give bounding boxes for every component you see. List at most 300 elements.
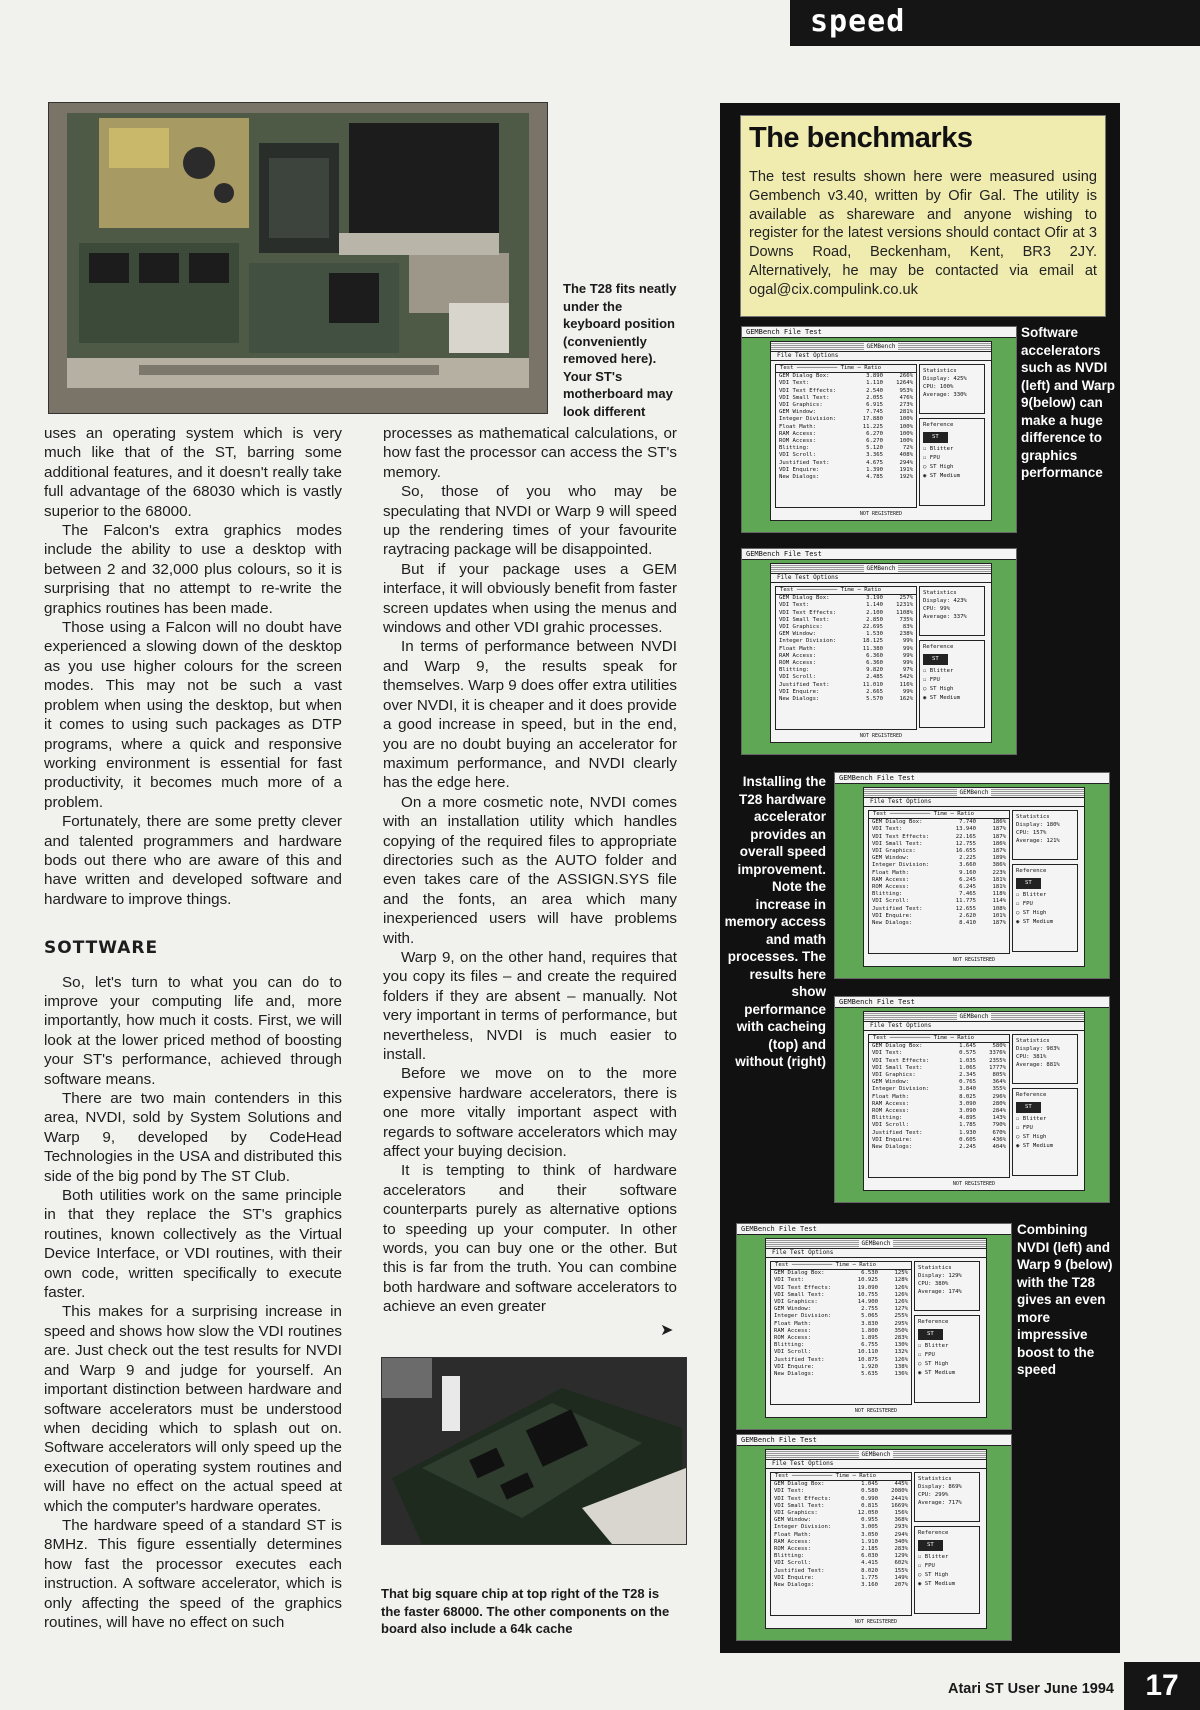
- test-ratio: 99%: [902, 688, 913, 695]
- blitter-checkbox[interactable]: ☐ Blitter: [1016, 1116, 1047, 1122]
- window-menu: File Test Options: [766, 1249, 986, 1258]
- test-ratio: 445%: [894, 1481, 908, 1488]
- window-title-bar: [864, 1012, 1084, 1022]
- benchmark-row: [771, 1306, 911, 1313]
- test-ratio: 340%: [894, 1538, 908, 1545]
- st-high-label: ST High: [929, 464, 954, 470]
- test-ratio: 3376%: [989, 1050, 1006, 1057]
- test-ratio: 735%: [899, 616, 913, 623]
- test-ratio: 138%: [894, 1363, 908, 1370]
- test-time: 17.880: [862, 416, 883, 423]
- test-ratio: 149%: [894, 1574, 908, 1581]
- test-time: 3.090: [959, 1100, 976, 1107]
- test-ratio: 155%: [894, 1567, 908, 1574]
- test-time: 6.245: [959, 884, 976, 891]
- test-name: New Dialogs:: [774, 1371, 815, 1378]
- test-time: 1.045: [861, 1481, 878, 1488]
- benchmark-row: [869, 1079, 1009, 1086]
- sidebar-caption-combined: Combining NVDI (left) and Warp 9 (below) with the T28 gives an even more impressive boost to the speed: [1017, 1222, 1113, 1377]
- benchmark-row: [771, 1342, 911, 1349]
- reference-label: Reference: [923, 644, 954, 650]
- fpu-checkbox[interactable]: ☐ FPU: [923, 677, 940, 683]
- display-label: Display:: [918, 1273, 945, 1279]
- fpu-label: FPU: [924, 1563, 935, 1569]
- desktop-menubar: GEMBench File Test: [737, 1435, 1011, 1446]
- test-time: 1.035: [959, 1057, 976, 1064]
- desktop-menubar: GEMBench File Test: [742, 549, 1016, 560]
- st-high-label: ST High: [924, 1361, 949, 1367]
- st-medium-label: ST Medium: [929, 473, 961, 479]
- test-ratio: 207%: [894, 1582, 908, 1589]
- cpu-value: 100%: [939, 384, 954, 390]
- st-high-radio[interactable]: ○ ST High: [918, 1572, 949, 1578]
- blitter-checkbox[interactable]: ☐ Blitter: [918, 1554, 949, 1560]
- test-name: VDI Text Effects:: [774, 1495, 832, 1502]
- test-time: 8.410: [959, 920, 976, 927]
- benchmark-row: [776, 409, 916, 416]
- benchmark-row: [776, 667, 916, 674]
- test-ratio: 355%: [992, 1086, 1006, 1093]
- reference-panel: [919, 640, 985, 728]
- test-name: Justified Text:: [774, 1356, 825, 1363]
- benchmark-row: [869, 906, 1009, 913]
- paragraph: uses an operating system which is very much like that of the ST, barring some additional features, and it doesn't really take full advantage of the 68030 which is vastly superior to the 68000.: [44, 425, 342, 520]
- test-name: VDI Small Text:: [779, 616, 830, 623]
- benchmark-row: [771, 1364, 911, 1371]
- test-name: VDI Small Text:: [872, 840, 923, 847]
- test-time: 0.580: [861, 1488, 878, 1495]
- test-time: 1.785: [959, 1122, 976, 1129]
- test-ratio: 189%: [992, 855, 1006, 862]
- reference-select[interactable]: ST: [918, 1329, 943, 1340]
- test-time: 0.575: [959, 1050, 976, 1057]
- reference-select[interactable]: ST: [923, 654, 948, 665]
- st-medium-radio[interactable]: ◉ ST Medium: [923, 473, 961, 479]
- test-name: Blitting:: [779, 445, 810, 452]
- test-time: 0.955: [861, 1517, 878, 1524]
- average-value: 330%: [953, 392, 967, 398]
- blitter-checkbox[interactable]: ☐ Blitter: [923, 446, 954, 452]
- benchmark-row: [776, 373, 916, 380]
- test-time: 3.090: [959, 1108, 976, 1115]
- average-label: Average:: [1016, 838, 1043, 844]
- test-name: New Dialogs:: [779, 474, 820, 481]
- benchmark-row: [771, 1277, 911, 1284]
- test-name: ROM Access:: [872, 884, 910, 891]
- test-results-panel: [868, 1034, 1010, 1178]
- reference-panel: [1012, 864, 1078, 952]
- benchmarks-title: The benchmarks: [749, 122, 973, 154]
- test-time: 2.225: [959, 855, 976, 862]
- benchmark-row: [771, 1546, 911, 1553]
- benchmark-row: [771, 1481, 911, 1488]
- benchmark-row: [869, 884, 1009, 891]
- test-name: New Dialogs:: [872, 920, 913, 927]
- benchmark-row: [869, 855, 1009, 862]
- benchmark-row: [869, 920, 1009, 927]
- test-time: 0.990: [861, 1495, 878, 1502]
- test-ratio: 187%: [992, 848, 1006, 855]
- window-title-bar: [771, 342, 991, 352]
- cpu-label: CPU:: [918, 1492, 932, 1498]
- test-name: VDI Text:: [779, 602, 810, 609]
- reference-label: Reference: [918, 1530, 949, 1536]
- test-ratio: 187%: [992, 826, 1006, 833]
- fpu-checkbox[interactable]: ☐ FPU: [923, 455, 940, 461]
- test-name: GEM Dialog Box:: [779, 373, 830, 380]
- average-label: Average:: [923, 614, 950, 620]
- test-ratio: 436%: [992, 1136, 1006, 1143]
- test-time: 1.775: [861, 1574, 878, 1581]
- not-registered-label: NOT REGISTERED: [854, 1408, 898, 1414]
- test-ratio: 114%: [992, 898, 1006, 905]
- benchmark-row: [771, 1357, 911, 1364]
- motherboard-illustration: [49, 103, 547, 413]
- tests-header: Test ──────────── Time ─ Ratio: [776, 365, 916, 373]
- st-high-label: ST High: [1022, 1134, 1047, 1140]
- reference-select[interactable]: ST: [1016, 878, 1041, 889]
- window-title: GEMBench: [859, 1240, 894, 1247]
- test-ratio: 118%: [992, 891, 1006, 898]
- test-name: VDI Graphics:: [872, 1072, 916, 1079]
- statistics-label: Statistics: [918, 1265, 952, 1271]
- cpu-label: CPU:: [918, 1281, 932, 1287]
- fpu-label: FPU: [929, 455, 940, 461]
- test-ratio: 97%: [902, 667, 913, 674]
- fpu-checkbox[interactable]: ☐ FPU: [918, 1563, 935, 1569]
- blitter-checkbox[interactable]: ☐ Blitter: [1016, 892, 1047, 898]
- test-name: Blitting:: [779, 667, 810, 674]
- test-ratio: 1231%: [896, 602, 913, 609]
- cpu-label: CPU:: [923, 606, 937, 612]
- test-results-panel: [770, 1261, 912, 1405]
- gembench-screenshot: [736, 1223, 1012, 1430]
- test-name: VDI Graphics:: [779, 624, 823, 631]
- st-medium-label: ST Medium: [929, 695, 961, 701]
- test-time: 2.665: [866, 688, 883, 695]
- test-ratio: 273%: [899, 402, 913, 409]
- gembench-screenshot: [736, 1434, 1012, 1641]
- cpu-label: CPU:: [923, 384, 937, 390]
- gembench-window: [765, 1238, 987, 1418]
- test-ratio: 293%: [894, 1524, 908, 1531]
- test-time: 6.245: [959, 876, 976, 883]
- test-name: Blitting:: [872, 1115, 903, 1122]
- test-ratio: 602%: [894, 1560, 908, 1567]
- test-ratio: 126%: [894, 1284, 908, 1291]
- reference-label: Reference: [1016, 868, 1047, 874]
- benchmark-row: [869, 1137, 1009, 1144]
- test-time: 1.390: [866, 466, 883, 473]
- window-menu: File Test Options: [771, 574, 991, 583]
- test-ratio: 126%: [894, 1291, 908, 1298]
- cpu-value: 381%: [1032, 1054, 1047, 1060]
- blitter-label: Blitter: [924, 1554, 949, 1560]
- test-time: 4.895: [959, 1115, 976, 1122]
- benchmark-row: [869, 834, 1009, 841]
- blitter-checkbox[interactable]: ☐ Blitter: [918, 1343, 949, 1349]
- benchmark-row: [771, 1582, 911, 1589]
- benchmark-row: [776, 631, 916, 638]
- fpu-checkbox[interactable]: ☐ FPU: [1016, 901, 1033, 907]
- test-name: ROM Access:: [779, 660, 817, 667]
- paragraph: On a more cosmetic note, NVDI comes with an installation utility which handles copying of the required files to appropriate directories such as the AUTO folder and even takes care of the ASSIGN.SYS file and the fonts, an area which many inexperienced users will have problems with.: [383, 793, 677, 947]
- test-ratio: 238%: [899, 631, 913, 638]
- test-name: VDI Text:: [872, 1050, 903, 1057]
- test-ratio: 368%: [894, 1517, 908, 1524]
- blitter-checkbox[interactable]: ☐ Blitter: [923, 668, 954, 674]
- benchmark-row: [869, 1043, 1009, 1050]
- test-name: VDI Text:: [774, 1488, 805, 1495]
- section-heading: SOTTWARE: [44, 938, 159, 959]
- window-menu: File Test Options: [864, 1022, 1084, 1031]
- paragraph: Those using a Falcon will no doubt have experienced a slowing down of the desktop as you use higher colours for the screen modes. This may not be such a vast problem when using the desktop, but when it comes to using such packages as DTP programs, where a quick and responsive working environment is essential for fast productivity, it becomes much more of a problem.: [44, 619, 342, 811]
- test-time: 10.110: [857, 1349, 878, 1356]
- desktop-menubar: GEMBench File Test: [737, 1224, 1011, 1235]
- gembench-window: [770, 563, 992, 743]
- test-ratio: 100%: [899, 423, 913, 430]
- test-time: 2.055: [866, 394, 883, 401]
- test-name: Integer Division:: [774, 1524, 832, 1531]
- reference-label: Reference: [923, 422, 954, 428]
- st-high-radio[interactable]: ○ ST High: [918, 1361, 949, 1367]
- test-time: 8.025: [959, 1093, 976, 1100]
- benchmark-row: [771, 1328, 911, 1335]
- st-medium-radio[interactable]: ◉ ST Medium: [1016, 1143, 1054, 1149]
- benchmark-row: [776, 452, 916, 459]
- section-label: speed: [810, 4, 906, 39]
- test-name: ROM Access:: [774, 1546, 812, 1553]
- display-value: 869%: [948, 1484, 962, 1490]
- statistics-label: Statistics: [1016, 1038, 1050, 1044]
- test-time: 19.090: [857, 1284, 878, 1291]
- fpu-checkbox[interactable]: ☐ FPU: [918, 1352, 935, 1358]
- reference-select[interactable]: ST: [1016, 1102, 1041, 1113]
- st-medium-radio[interactable]: ◉ ST Medium: [923, 695, 961, 701]
- st-high-radio[interactable]: ○ ST High: [923, 686, 954, 692]
- test-ratio: 126%: [894, 1299, 908, 1306]
- paragraph: processes as mathematical calculations, or how fast the processor can access the ST's memory.: [383, 425, 677, 481]
- display-label: Display:: [923, 376, 950, 382]
- benchmark-row: [776, 610, 916, 617]
- test-ratio: 99%: [902, 645, 913, 652]
- test-ratio: 670%: [992, 1129, 1006, 1136]
- test-time: 2.100: [866, 609, 883, 616]
- test-name: Integer Division:: [872, 862, 930, 869]
- benchmark-row: [771, 1313, 911, 1320]
- gembench-window: [863, 787, 1085, 967]
- average-value: 717%: [948, 1500, 962, 1506]
- benchmark-row: [771, 1517, 911, 1524]
- paragraph: Fortunately, there are some pretty clever and talented programmers and hardware bods out there who are aware of this and have written and developed software and hardware to improve things.: [44, 813, 342, 908]
- magazine-issue: Atari ST User June 1994: [947, 1681, 1114, 1697]
- benchmark-row: [776, 674, 916, 681]
- test-ratio: 2080%: [891, 1488, 908, 1495]
- statistics-label: Statistics: [1016, 814, 1050, 820]
- test-time: 16.655: [955, 848, 976, 855]
- benchmark-row: [776, 638, 916, 645]
- test-name: VDI Graphics:: [774, 1510, 818, 1517]
- st-medium-radio[interactable]: ◉ ST Medium: [1016, 919, 1054, 925]
- benchmark-row: [869, 862, 1009, 869]
- cpu-value: 99%: [939, 606, 950, 612]
- test-name: Float Math:: [872, 869, 910, 876]
- desktop-menubar: GEMBench File Test: [835, 997, 1109, 1008]
- test-ratio: 187%: [992, 833, 1006, 840]
- benchmark-row: [776, 424, 916, 431]
- gembench-screenshot: [741, 326, 1017, 533]
- test-ratio: 1264%: [896, 380, 913, 387]
- test-time: 2.345: [959, 1072, 976, 1079]
- test-name: Float Math:: [774, 1531, 812, 1538]
- st-high-radio[interactable]: ○ ST High: [1016, 910, 1047, 916]
- benchmark-row: [776, 431, 916, 438]
- test-ratio: 162%: [899, 696, 913, 703]
- t28-board-illustration: [382, 1358, 686, 1544]
- test-time: 3.890: [866, 373, 883, 380]
- window-title-bar: [864, 788, 1084, 798]
- test-time: 11.225: [862, 423, 883, 430]
- gembench-window: [770, 341, 992, 521]
- test-time: 7.465: [959, 891, 976, 898]
- test-time: 0.605: [959, 1136, 976, 1143]
- cpu-label: CPU:: [1016, 1054, 1030, 1060]
- window-menu: File Test Options: [864, 798, 1084, 807]
- st-medium-radio[interactable]: ◉ ST Medium: [918, 1581, 956, 1587]
- benchmark-row: [776, 402, 916, 409]
- test-time: 13.940: [955, 826, 976, 833]
- test-time: 1.910: [861, 1538, 878, 1545]
- test-ratio: 283%: [894, 1335, 908, 1342]
- st-medium-label: ST Medium: [1022, 1143, 1054, 1149]
- test-name: Blitting:: [774, 1342, 805, 1349]
- benchmark-row: [869, 913, 1009, 920]
- test-time: 5.120: [866, 445, 883, 452]
- test-name: New Dialogs:: [872, 1144, 913, 1151]
- test-ratio: 1108%: [896, 609, 913, 616]
- test-ratio: 386%: [992, 862, 1006, 869]
- test-time: 2.850: [866, 616, 883, 623]
- benchmark-row: [869, 1115, 1009, 1122]
- cpu-label: CPU:: [1016, 830, 1030, 836]
- test-ratio: 126%: [894, 1356, 908, 1363]
- st-medium-label: ST Medium: [924, 1581, 956, 1587]
- test-time: 9.160: [959, 869, 976, 876]
- test-ratio: 408%: [899, 452, 913, 459]
- test-name: VDI Small Text:: [872, 1064, 923, 1071]
- test-name: Justified Text:: [872, 1129, 923, 1136]
- test-name: Blitting:: [774, 1553, 805, 1560]
- test-ratio: 116%: [899, 681, 913, 688]
- test-time: 3.660: [959, 862, 976, 869]
- benchmark-row: [776, 653, 916, 660]
- test-name: VDI Text Effects:: [779, 387, 837, 394]
- st-medium-radio[interactable]: ◉ ST Medium: [918, 1370, 956, 1376]
- benchmark-row: [771, 1496, 911, 1503]
- test-time: 3.050: [861, 1531, 878, 1538]
- not-registered-label: NOT REGISTERED: [952, 957, 996, 963]
- test-ratio: 100%: [899, 438, 913, 445]
- st-medium-label: ST Medium: [1022, 919, 1054, 925]
- test-name: New Dialogs:: [779, 696, 820, 703]
- reference-select[interactable]: ST: [918, 1540, 943, 1551]
- paragraph: Warp 9, on the other hand, requires that you copy its files – and create the required folders if they are absent – manually. Not very important in terms of performance, but nevertheless, NVDI is much easier to install.: [383, 948, 677, 1063]
- page-number: 17: [1124, 1662, 1200, 1710]
- not-registered-label: NOT REGISTERED: [952, 1181, 996, 1187]
- test-time: 2.620: [959, 912, 976, 919]
- gembench-window: [863, 1011, 1085, 1191]
- st-high-radio[interactable]: ○ ST High: [1016, 1134, 1047, 1140]
- benchmark-row: [771, 1335, 911, 1342]
- tests-header: Test ──────────── Time ─ Ratio: [869, 811, 1009, 819]
- benchmark-row: [771, 1553, 911, 1560]
- test-name: VDI Scroll:: [779, 674, 817, 681]
- tests-header: Test ──────────── Time ─ Ratio: [776, 587, 916, 595]
- test-ratio: 181%: [992, 876, 1006, 883]
- test-time: 4.785: [866, 474, 883, 481]
- test-name: GEM Window:: [774, 1306, 812, 1313]
- test-name: RAM Access:: [779, 430, 817, 437]
- test-name: Integer Division:: [779, 638, 837, 645]
- test-time: 1.920: [861, 1363, 878, 1370]
- average-label: Average:: [923, 392, 950, 398]
- benchmarks-text: The test results shown here were measured using Gembench v3.40, written by Ofir Gal. The utility is available as shareware and anyone wishing to register for the latest versions should contact Ofir at 3 Downs Road, Beckenham, Kent, BR3 2JY. Alternatively, he may be contacted via email at ogal@cix.compulink.co.uk: [749, 169, 1097, 298]
- test-ratio: 255%: [894, 1313, 908, 1320]
- statistics-panel: [919, 586, 985, 636]
- benchmark-row: [869, 1072, 1009, 1079]
- test-name: Justified Text:: [872, 905, 923, 912]
- st-high-radio[interactable]: ○ ST High: [923, 464, 954, 470]
- display-label: Display:: [1016, 1046, 1043, 1052]
- test-ratio: 128%: [894, 1277, 908, 1284]
- test-name: Float Math:: [774, 1320, 812, 1327]
- test-time: 11.775: [955, 898, 976, 905]
- average-label: Average:: [918, 1289, 945, 1295]
- statistics-panel: [1012, 810, 1078, 860]
- gembench-window: [765, 1449, 987, 1629]
- test-name: VDI Text:: [872, 826, 903, 833]
- paragraph: So, those of you who may be speculating that NVDI or Warp 9 will speed up the rendering times of your favourite raytracing package will be disappointed.: [383, 483, 677, 559]
- test-ratio: 281%: [899, 409, 913, 416]
- test-time: 1.930: [959, 1129, 976, 1136]
- benchmark-row: [776, 689, 916, 696]
- test-name: GEM Window:: [872, 1079, 910, 1086]
- benchmark-row: [771, 1524, 911, 1531]
- benchmark-row: [869, 1144, 1009, 1151]
- test-name: GEM Window:: [779, 631, 817, 638]
- test-ratio: 108%: [992, 905, 1006, 912]
- benchmark-row: [776, 696, 916, 703]
- benchmark-row: [771, 1292, 911, 1299]
- reference-panel: [919, 418, 985, 506]
- average-value: 121%: [1046, 838, 1060, 844]
- test-name: VDI Text:: [774, 1277, 805, 1284]
- test-ratio: 186%: [992, 840, 1006, 847]
- reference-select[interactable]: ST: [923, 432, 948, 443]
- test-time: 1.110: [866, 380, 883, 387]
- test-time: 6.030: [861, 1553, 878, 1560]
- test-time: 6.360: [866, 652, 883, 659]
- statistics-panel: [914, 1472, 980, 1522]
- benchmark-row: [771, 1575, 911, 1582]
- test-time: 2.245: [959, 1144, 976, 1151]
- tests-header: Test ──────────── Time ─ Ratio: [771, 1473, 911, 1481]
- window-title: GEMBench: [957, 789, 992, 796]
- test-time: 5.635: [861, 1371, 878, 1378]
- benchmark-row: [869, 1122, 1009, 1129]
- fpu-checkbox[interactable]: ☐ FPU: [1016, 1125, 1033, 1131]
- test-time: 0.765: [959, 1079, 976, 1086]
